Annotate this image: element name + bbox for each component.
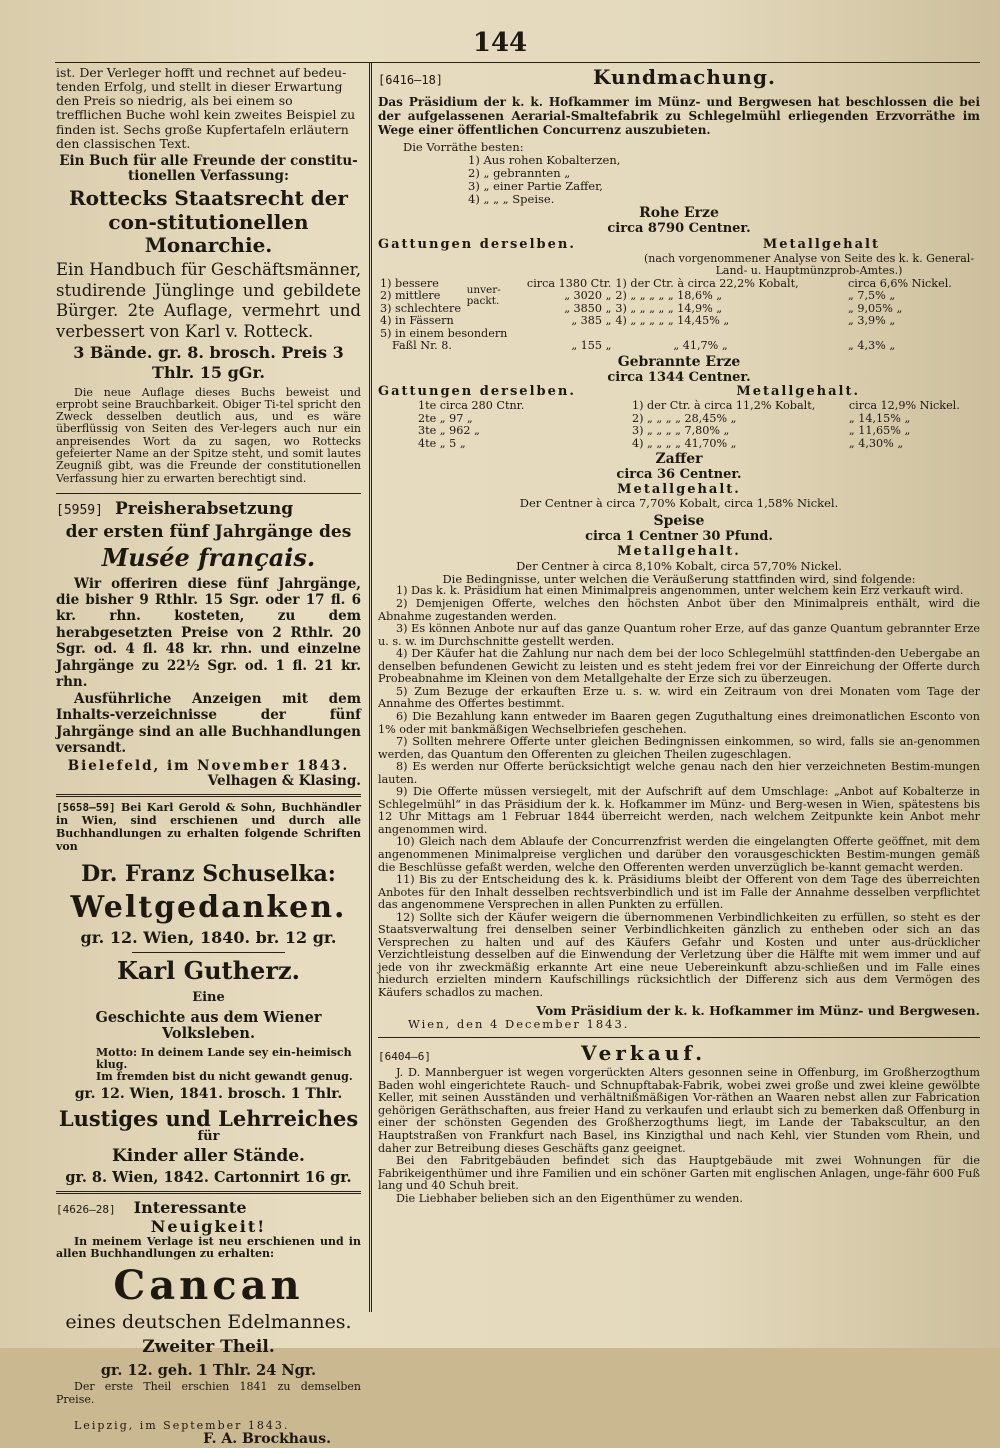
column-heading: Metallgehalt.: [617, 543, 741, 559]
table-cell: 3) „ „ „ „ 7,80% „: [632, 424, 730, 438]
musee-title: Musée français.: [101, 543, 316, 573]
condition-item: 9) Die Offerte müssen versiegelt, mit der Aufschrift auf dem Umschlage: „Anbot auf Kobalterze in Schlegelmühl“ in das Präsidium der k. k. Hofkammer im Münz- und Berg-wesen in Wien, spätestens bis 12 Uhr Mittags am 1 Februar 1844 überreicht werden, nach welchem Zeitpunkte kein Anbot mehr angenommen wird.: [378, 785, 980, 836]
ad-reference: [6404—6]: [378, 1049, 431, 1063]
table-cell: 4) in Fässern: [380, 314, 454, 328]
condition-item: 2) Demjenigen Offerte, welches den höchsten Anbot über den Minimalpreis enthält, wird die Abnahme zugestanden werden.: [378, 597, 980, 623]
condition-item: 4) Der Käufer hat die Zahlung nur nach dem bei der loco Schlegelmühl stattfinden-den Uebergabe an denselben befundenen Gewicht zu leisten und es steht jedem frei vor der Einreichung der Offerte durch Probeabnahme im Kleinen von dem Metallgehalte der Erze sich zu überzeugen.: [378, 647, 980, 686]
announcement-intro: Das Präsidium der k. k. Hofkammer im Münz- und Bergwesen hat beschlossen die bei der aufgelassenen Aerarial-Smaltefabrik zu Schlegelmühl erliegenden Erzvorräthe im Wege einer öffentlichen Concurrenz auszubieten.: [378, 94, 980, 138]
section-heading: Zaffer: [655, 451, 703, 468]
rotteck-subtitle: Ein Handbuch für Geschäftsmänner, studirende Jünglinge und gebildete Bürger. 2te Auflage, vermehrt und verbessert von Karl v. Rotteck.: [56, 260, 361, 341]
stock-item: 2) „ gebrannten „: [468, 165, 571, 180]
book-title: Kinder aller Stände.: [112, 1145, 305, 1166]
content-line: Der Centner à circa 8,10% Kobalt, circa 57,70% Nickel.: [516, 558, 842, 573]
separator: [56, 1191, 361, 1194]
right-column: [378, 66, 980, 1205]
ad-reference: [5658—59]: [56, 801, 116, 815]
gerold-intro: Bei Karl Gerold & Sohn, Buchhändler in Wien, sind erschienen und durch alle Buchhandlungen zu erhalten folgende Schriften von: [56, 801, 361, 854]
cancan-advert: [56, 1199, 361, 1448]
condition-item: 10) Gleich nach dem Ablaufe der Concurrenzfrist werden die eingelangten Offerte geöffnet, mit dem angenommenen Minimalpreise verglichen und darüber den vorausgeschickten Bestim-mungen gemäß die Beschlüsse gefaßt werden, welche den Offerenten werden unverzüglich be-kannt gemacht werden.: [378, 835, 980, 874]
cancan-intro: In meinem Verlage ist neu erschienen und in allen Buchhandlungen zu erhalten:: [56, 1234, 361, 1260]
condition-item: 8) Es werden nur Offerte berücksichtigt welche genau nach den hier verzeichneten Bestim-mungen lauten.: [378, 760, 980, 786]
intro-line: finden ist. Sechs große Kupfertafeln erläutern: [56, 121, 349, 137]
table-cell: 5) in einem besondern: [380, 326, 508, 340]
column-heading: Metallgehalt.: [736, 384, 860, 400]
ad-reference: [6416—18]: [378, 73, 444, 87]
musee-headline: Preisherabsetzung: [114, 499, 294, 520]
book-subtitle-word: Eine: [192, 990, 225, 1006]
table-cell: Faßl Nr. 8.: [392, 339, 452, 353]
table-cell: 2) „ „ „ „ 28,45% „: [632, 411, 737, 425]
table-row: [378, 315, 980, 328]
table-cell: „ 9,05% „: [848, 301, 903, 315]
table-cell: 1) der Ctr. à circa 11,2% Kobalt,: [632, 398, 816, 412]
announcement-date: Wien, den 4 December 1843.: [408, 1016, 630, 1031]
page-number: 144: [472, 28, 528, 58]
book-subtitle: Geschichte aus dem Wiener Volksleben.: [95, 1009, 322, 1043]
musee-subline: der ersten fünf Jahrgänge des: [65, 522, 352, 543]
intro-line: ist. Der Verleger hofft und rechnet auf bedeu-: [56, 65, 347, 80]
table-row: [378, 438, 980, 451]
table-cell: circa 12,9% Nickel.: [848, 398, 960, 412]
stock-item: 3) „ einer Partie Zaffer,: [468, 178, 603, 193]
table-cell: 3) „ „ „ „ „ 14,9% „: [615, 301, 723, 315]
intro-line: den Preis so niedrig, als bei einem so: [56, 93, 293, 109]
tagline: Ein Buch für alle Freunde der constitu-tionellen Verfassung:: [59, 152, 358, 184]
separator: [132, 952, 285, 953]
book-title-word: für: [197, 1129, 220, 1145]
cancan-price: gr. 12. geh. 1 Thlr. 24 Ngr.: [100, 1361, 317, 1379]
musee-place-date: Bielefeld, im November 1843.: [67, 757, 350, 774]
book-price: gr. 12. Wien, 1841. brosch. 1 Thlr.: [74, 1085, 343, 1102]
left-column: [56, 66, 361, 1448]
signatory: Vom Präsidium der k. k. Hofkammer im Münz- und Bergwesen.: [536, 1002, 980, 1018]
announcement-title: Kundmachung.: [593, 65, 776, 89]
intro-line: den classischen Text.: [56, 135, 191, 151]
rotteck-description: Die neue Auflage dieses Buchs beweist und erprobt seine Brauchbarkeit. Obiger Ti-tel spricht den Zweck desselben deutlich aus, und es wäre überflüssig von Seiten des Ver-legers auch nur ein anpreisendes Wort da zu sagen, wo Rottecks gefeierter Name an der Spitze steht, und somit lautes Zeugniß gibt, was die Freunde der constitutionellen Verfassung hier zu erwarten berechtigt sind.: [56, 385, 361, 485]
table-cell: 1) bessere: [380, 276, 439, 290]
column-heading: Gattungen derselben.: [378, 384, 576, 400]
analysis-note: (nach vorgenommener Analyse von Seite des k. k. General-Land- u. Hauptmünzprob-Amtes.): [643, 251, 975, 278]
table-cell: „ 3850 „: [564, 301, 612, 315]
conditions-list: [378, 585, 980, 999]
book-motto: Im fremden bist du nicht gewandt genug.: [96, 1070, 353, 1084]
section-heading: Gebrannte Erze: [617, 353, 741, 370]
column-divider: [369, 62, 372, 1312]
header-rule: [55, 62, 980, 63]
sale-title: Verkauf.: [580, 1040, 707, 1065]
ad-reference: [5959]: [56, 503, 103, 519]
cancan-subtitle: eines deutschen Edelmannes.: [65, 1311, 352, 1334]
section-amount: circa 36 Centner.: [616, 466, 742, 482]
cancan-title: Cancan: [113, 1262, 304, 1310]
table-cell: „ 3020 „: [564, 289, 612, 303]
section-amount: circa 8790 Centner.: [607, 220, 751, 236]
condition-item: 11) Bis zu der Entscheidung des k. k. Präsidiums bleibt der Offerent von dem Tage des überreichten Anbotes für den Inhalt desselben rechtsverbindlich und ist im Falle der Annahme desselben verpflichtet das angenommene Versprechen in allen Punkten zu erfüllen.: [378, 873, 980, 912]
separator: [378, 1037, 980, 1038]
table-cell: „ 41,7% „: [673, 339, 728, 353]
table-cell: circa 6,6% Nickel.: [848, 276, 952, 290]
intro-line: tenden Erfolg, und stellt in dieser Erwartung: [56, 79, 343, 95]
table-cell: 2te „ 97 „: [418, 411, 473, 425]
book-price: gr. 8. Wien, 1842. Cartonnirt 16 gr.: [65, 1169, 352, 1187]
table-cell: 2) mittlere: [380, 289, 441, 303]
condition-item: 7) Sollten mehrere Offerte unter gleichen Bedingnissen einkommen, so wird, falls sie an-genommen werden, das Quantum den Offerenten zu gleichen Theilen zugeschlagen.: [378, 735, 980, 761]
gerold-advert: [56, 802, 361, 1186]
sale-text: J. D. Mannberguer ist wegen vorgerückten Alters gesonnen seine in Offenburg, im Großherzogthum Baden wohl eingerichtete Rauch- und Schnupftabak-Fabrik, wobei zwei große und zwei kleine gewölbte Keller, mit seinen Ausständen und verhältnißmäßigen Vor-räthen an Waaren nebst allen zur Fabrication gehörigen Geräthschaften, aus freier Hand zu verkaufen und erlaubt sich zu bemerken daß Offenburg in einer der schönsten Gegenden des Großherzogthums liegt, im Lande der Tabakscultur, an den Hauptstraßen von Frankfurt nach Basel, ins Kinzigthal und nach Kehl, vier Stunden vom Rhein, und daher zur Betreibung dieses Geschäfts ganz geeignet.: [378, 1066, 980, 1155]
section-heading: Speise: [653, 513, 705, 530]
table-cell: circa 1380 Ctr.: [526, 276, 612, 290]
musee-notice: Ausführliche Anzeigen mit dem Inhalts-verzeichnisse der fünf Jahrgänge sind an alle Buchhandlungen versandt.: [56, 690, 361, 757]
book-title: Lustiges und Lehrreiches: [58, 1105, 359, 1131]
book-price: gr. 12. Wien, 1840. br. 12 gr.: [80, 928, 337, 948]
cancan-part: Zweiter Theil.: [142, 1336, 275, 1357]
table-cell: 3) schlechtere: [380, 301, 462, 315]
rotteck-price: 3 Bände. gr. 8. brosch. Preis 3 Thlr. 15 gGr.: [73, 342, 344, 382]
condition-item: 12) Sollte sich der Käufer weigern die übernommenen Verbindlichkeiten zu erfüllen, so steht es der Staatsverwaltung frei denselben seiner Verbindlichkeiten gänzlich zu entheben oder sich an das Versprechen zu halten und auf des Käufers Gefahr und Kosten und unter aus-drücklicher Verzichtleistung desselben auf die Einwendung der Verletzung über die Hälfte mit wem immer und auf jede von ihr zweckmäßig erkannte Art eine neue Uebereinkunft abzu-schließen und im Falle eines hiedurch erzielten mindern Kaufschillings rücksichtlich der Differenz sich aus dem Vermögen des Käufers schadlos zu machen.: [378, 910, 980, 999]
column-heading: Metallgehalt.: [617, 481, 741, 497]
table-cell: 3te „ 962 „: [418, 424, 480, 438]
cancan-headline: Neuigkeit!: [150, 1216, 267, 1236]
table-cell: „ 385 „: [571, 314, 612, 328]
table-cell: „ 155 „: [571, 339, 612, 353]
burnt-ore-table: [378, 400, 980, 450]
table-cell: 4) „ „ „ „ „ 14,45% „: [615, 314, 730, 328]
raw-ore-table: [378, 278, 980, 353]
table-cell: unver-packt.: [466, 283, 501, 308]
table-cell: „ 3,9% „: [848, 314, 896, 328]
condition-item: 3) Es können Anbote nur auf das ganze Quantum roher Erze, auf das ganze Quantum gebrannter Erze u. s. w. im Durchschnitte gestellt werden.: [378, 622, 980, 648]
table-cell: „ 14,15% „: [848, 411, 911, 425]
condition-item: 5) Zum Bezuge der erkauften Erze u. s. w. wird ein Zeitraum von drei Monaten vom Tage der Annahme des Offertes bestimmt.: [378, 684, 980, 711]
stock-intro: Die Vorräthe besten:: [403, 139, 524, 154]
stock-list: [378, 154, 980, 206]
musee-offer: Wir offeriren diese fünf Jahrgänge, die bisher 9 Rthlr. 15 Sgr. oder 17 fl. 6 kr. rhn. kosteten, zu dem herabgesetzten Preise von 2 Rthlr. 20 Sgr. od. 4 fl. 48 kr. rhn. und einzelne Jahrgänge zu 22½ Sgr. od. 1 fl. 21 kr. rhn.: [56, 575, 361, 691]
table-cell: 1) der Ctr. à circa 22,2% Kobalt,: [615, 276, 799, 290]
column-heading: Metallgehalt: [762, 237, 880, 253]
book-motto: Motto: In deinem Lande sey ein-heimisch klug.: [96, 1045, 352, 1072]
intro-text: [56, 66, 361, 151]
separator: [56, 794, 361, 797]
book-title: Karl Gutherz.: [117, 955, 300, 985]
table-row: [378, 340, 980, 353]
column-heading: Gattungen derselben.: [378, 237, 576, 253]
cancan-publisher: F. A. Brockhaus.: [203, 1431, 331, 1448]
cancan-place-date: Leipzig, im September 1843.: [74, 1418, 290, 1432]
condition-item: 6) Die Bezahlung kann entweder im Baaren gegen Zuguthaltung eines dreimonatlichen Esconto von 1% oder mit bankmäßigen Wechselbriefen geschehen.: [378, 709, 980, 736]
section-amount: circa 1344 Centner.: [607, 369, 751, 385]
content-line: Der Centner à circa 7,70% Kobalt, circa 1,58% Nickel.: [519, 496, 839, 511]
intro-line: trefflichen Buche wohl kein zweites Beispiel zu: [56, 107, 356, 123]
table-cell: „ 4,30% „: [848, 436, 904, 450]
table-cell: 2) „ „ „ „ „ 18,6% „: [615, 289, 723, 303]
ad-reference: [4626—28]: [56, 1203, 116, 1217]
musee-publisher: Velhagen & Klasing.: [207, 772, 361, 789]
sale-text: Die Liebhaber belieben sich an den Eigenthümer zu wenden.: [396, 1191, 743, 1205]
sale-text: Bei den Fabritgebäuden befindet sich das Hauptgebäude mit zwei Wohnungen für die Fabrikeigenthümer und ihre Familien und ein schöner Garten mit englischen Anlagen, unge-fähr 600 Fuß lang und 40 Schuh breit.: [378, 1154, 980, 1193]
cancan-headline: Interessante: [133, 1198, 247, 1218]
section-amount: circa 1 Centner 30 Pfund.: [585, 529, 773, 545]
stock-item: 1) Aus rohen Kobalterzen,: [468, 152, 621, 167]
musee-advert: [56, 500, 361, 789]
table-row: [378, 400, 980, 413]
cancan-note: Der erste Theil erschien 1841 zu demselben Preise.: [56, 1380, 361, 1406]
table-cell: „ 11,65% „: [848, 424, 911, 438]
table-cell: 4te „ 5 „: [418, 436, 466, 450]
table-cell: „ 7,5% „: [848, 289, 896, 303]
book-title: Weltgedanken.: [70, 889, 347, 925]
stock-item: 4) „ „ „ Speise.: [468, 191, 555, 206]
conditions-intro: Die Bedingnisse, unter welchen die Veräußerung stattfinden wird, sind folgende:: [442, 571, 916, 586]
table-cell: 1te circa 280 Ctnr.: [418, 398, 525, 412]
separator: [56, 493, 361, 494]
section-heading: Rohe Erze: [639, 204, 719, 221]
rotteck-title: Rottecks Staatsrecht der con-stitutionellen Monarchie.: [69, 186, 348, 258]
condition-item: 1) Das k. k. Präsidium hat einen Minimalpreis angenommen, unter welchem kein Erz verkauft wird.: [396, 584, 964, 598]
table-row: [378, 425, 980, 438]
gerold-author: Dr. Franz Schuselka:: [81, 861, 336, 888]
table-cell: „ 4,3% „: [848, 339, 896, 353]
table-cell: 4) „ „ „ „ 41,70% „: [632, 436, 737, 450]
